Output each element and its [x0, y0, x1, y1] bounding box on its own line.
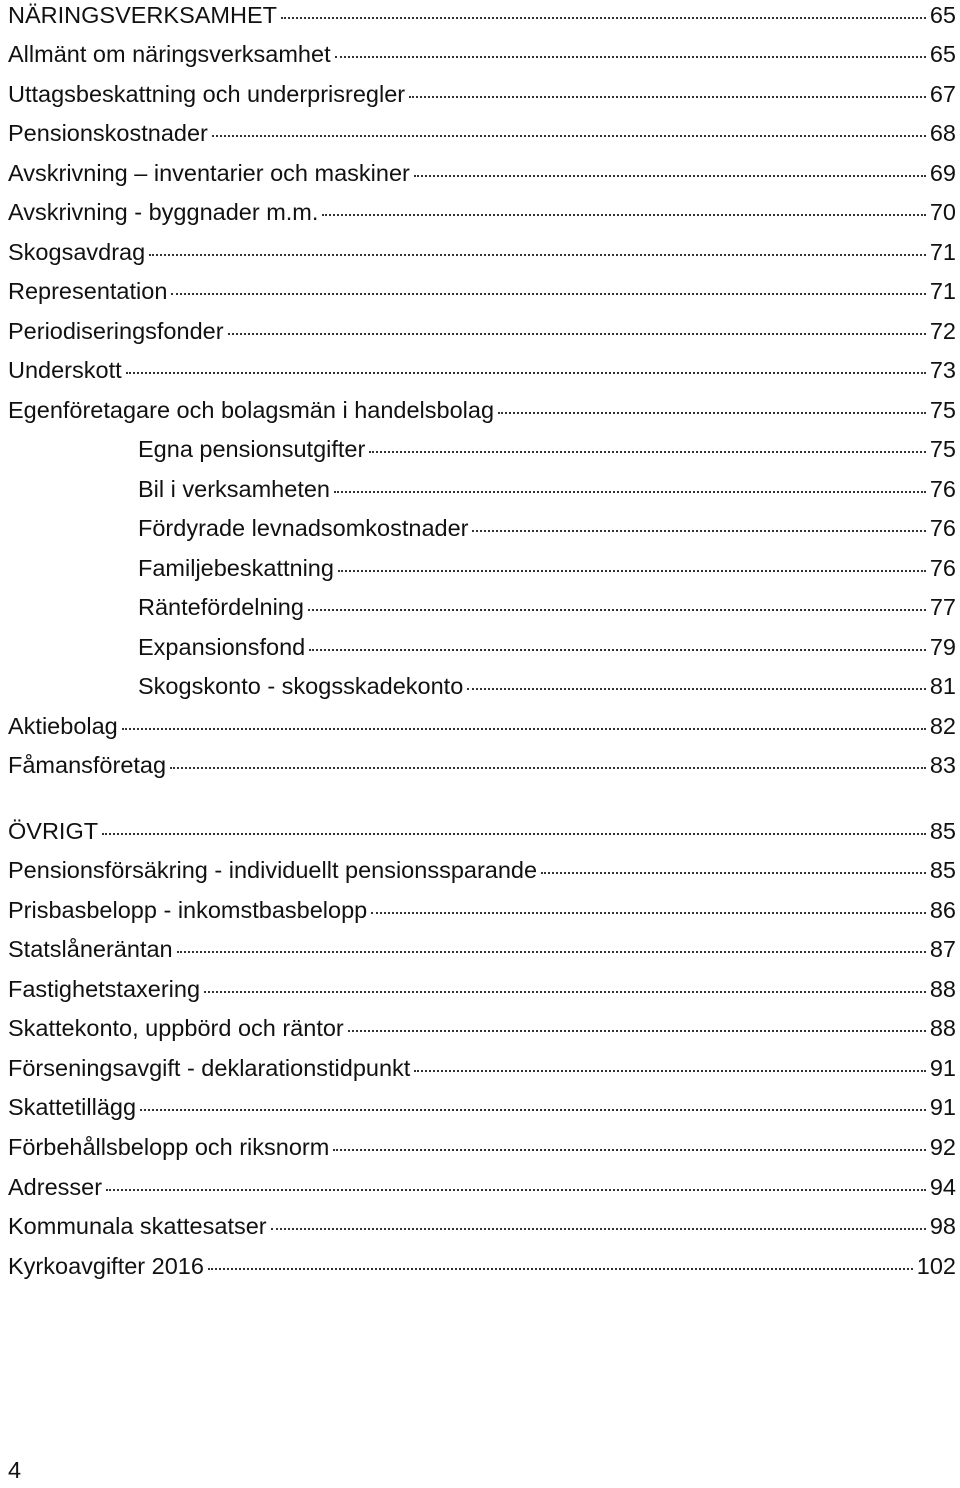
dot-leader [177, 951, 926, 953]
toc-entry-page: 82 [929, 713, 956, 739]
toc-entry-page: 91 [929, 1094, 956, 1120]
toc-entry-page: 70 [929, 199, 956, 225]
toc-entry-label: Skogsavdrag [8, 239, 146, 265]
toc-entry-label: Underskott [8, 357, 122, 383]
dot-leader [122, 728, 926, 730]
toc-entry-page: 85 [929, 857, 956, 883]
toc-entry[interactable] [8, 153, 956, 193]
toc-entry[interactable] [8, 890, 956, 930]
toc-entry-label: Adresser [8, 1174, 103, 1200]
dot-leader [348, 1030, 926, 1032]
toc-entry[interactable] [8, 1087, 956, 1127]
toc-entry-page: 86 [929, 897, 956, 923]
dot-leader [414, 1070, 926, 1072]
toc-entry-page: 76 [929, 555, 956, 581]
toc-entry-page: 72 [929, 318, 956, 344]
toc-entry-page: 71 [929, 278, 956, 304]
toc-entry-label: Fastighetstaxering [8, 976, 201, 1002]
dot-leader [334, 491, 926, 493]
dot-leader [170, 767, 926, 769]
dot-leader [149, 254, 926, 256]
dot-leader [140, 1109, 926, 1111]
toc-entry[interactable] [8, 311, 956, 351]
toc-entry-label: Uttagsbeskattning och underprisregler [8, 81, 406, 107]
dot-leader [102, 833, 926, 835]
toc-entry-label: ÖVRIGT [8, 818, 99, 844]
toc-subentry[interactable] [138, 508, 956, 548]
toc-entry[interactable] [8, 232, 956, 272]
dot-leader [106, 1189, 926, 1191]
toc-entry-page: 77 [929, 594, 956, 620]
toc-entry[interactable] [8, 74, 956, 114]
toc-entry[interactable] [8, 350, 956, 390]
toc-subentry[interactable] [138, 469, 956, 509]
toc-entry-page: 94 [929, 1174, 956, 1200]
dot-leader [338, 570, 926, 572]
dot-leader [281, 17, 926, 19]
dot-leader [204, 991, 926, 993]
toc-entry[interactable] [8, 745, 956, 785]
toc-subentry[interactable] [138, 548, 956, 588]
toc-subentry[interactable] [138, 666, 956, 706]
toc-entry-page: 73 [929, 357, 956, 383]
toc-entry[interactable] [8, 1127, 956, 1167]
toc-entry-label: Skogskonto - skogsskadekonto [138, 673, 464, 699]
toc-entry[interactable] [8, 113, 956, 153]
toc-entry-page: 68 [929, 120, 956, 146]
toc-entry[interactable] [8, 706, 956, 746]
toc-entry-label: NÄRINGSVERKSAMHET [8, 2, 277, 28]
dot-leader [467, 688, 926, 690]
toc-subentry[interactable] [138, 587, 956, 627]
toc-entry[interactable] [8, 0, 956, 35]
toc-entry-label: Pensionsförsäkring - individuellt pensionssparande [8, 857, 538, 883]
dot-leader [409, 96, 926, 98]
toc-entry-page: 88 [929, 976, 956, 1002]
toc-entry-label: Statslåneräntan [8, 936, 173, 962]
toc-entry-label: Förbehållsbelopp och riksnorm [8, 1134, 330, 1160]
toc-entry-label: Aktiebolag [8, 713, 118, 739]
toc-entry-label: Expansionsfond [138, 634, 306, 660]
dot-leader [414, 175, 926, 177]
dot-leader [126, 372, 926, 374]
toc-subentry[interactable] [138, 429, 956, 469]
toc-entry[interactable] [8, 192, 956, 232]
toc-entry-label: Allmänt om näringsverksamhet [8, 41, 331, 67]
toc-entry-label: Pensionskostnader [8, 120, 208, 146]
toc-entry[interactable] [8, 271, 956, 311]
toc-entry[interactable] [8, 390, 956, 430]
toc-entry-label: Kyrkoavgifter 2016 [8, 1253, 204, 1279]
dot-leader [171, 293, 925, 295]
toc-entry[interactable] [8, 1167, 956, 1207]
dot-leader [228, 333, 926, 335]
toc-entry-page: 102 [916, 1253, 956, 1279]
toc-entry-label: Kommunala skattesatser [8, 1213, 267, 1239]
toc-entry-label: Förseningsavgift - deklarationstidpunkt [8, 1055, 411, 1081]
toc-entry[interactable] [8, 929, 956, 969]
dot-leader [308, 609, 926, 611]
dot-leader [335, 56, 926, 58]
toc-entry-page: 75 [929, 397, 956, 423]
toc-entry-page: 76 [929, 476, 956, 502]
dot-leader [498, 412, 926, 414]
toc-entry-page: 98 [929, 1213, 956, 1239]
toc-entry-page: 92 [929, 1134, 956, 1160]
toc-entry[interactable] [8, 34, 956, 74]
toc-entry-page: 75 [929, 436, 956, 462]
toc-entry-page: 85 [929, 818, 956, 844]
toc-entry-page: 67 [929, 81, 956, 107]
toc-entry-label: Egna pensionsutgifter [138, 436, 366, 462]
toc-entry[interactable] [8, 1008, 956, 1048]
toc-entry-page: 87 [929, 936, 956, 962]
toc-entry[interactable] [8, 1246, 956, 1286]
toc-entry-label: Familjebeskattning [138, 555, 334, 581]
toc-entry-label: Bil i verksamheten [138, 476, 330, 502]
toc-entry-page: 91 [929, 1055, 956, 1081]
page-number: 4 [8, 1457, 22, 1483]
dot-leader [208, 1268, 913, 1270]
toc-entry-page: 76 [929, 515, 956, 541]
toc-entry-page: 65 [929, 2, 956, 28]
toc-entry[interactable] [8, 1206, 956, 1246]
toc-entry-label: Fåmansföretag [8, 752, 167, 778]
dot-leader [472, 530, 925, 532]
toc-entry[interactable] [8, 811, 956, 851]
toc-entry-label: Egenföretagare och bolagsmän i handelsbolag [8, 397, 495, 423]
toc-entry-label: Representation [8, 278, 168, 304]
dot-leader [369, 451, 926, 453]
toc-entry[interactable] [8, 969, 956, 1009]
toc-entry-label: Skattetillägg [8, 1094, 137, 1120]
dot-leader [212, 135, 926, 137]
toc-entry-page: 81 [929, 673, 956, 699]
dot-leader [309, 649, 926, 651]
toc-entry-page: 65 [929, 41, 956, 67]
toc-entry-page: 83 [929, 752, 956, 778]
toc-entry-label: Fördyrade levnadsomkostnader [138, 515, 469, 541]
toc-entry-page: 69 [929, 160, 956, 186]
toc-entry-label: Avskrivning – inventarier och maskiner [8, 160, 410, 186]
toc-entry-label: Räntefördelning [138, 594, 304, 620]
dot-leader [371, 912, 926, 914]
dot-leader [322, 214, 925, 216]
toc-entry[interactable] [8, 850, 956, 890]
toc-entry-page: 88 [929, 1015, 956, 1041]
dot-leader [333, 1149, 926, 1151]
toc-entry-label: Periodiseringsfonder [8, 318, 224, 344]
toc-entry-page: 79 [929, 634, 956, 660]
toc-entry-label: Prisbasbelopp - inkomstbasbelopp [8, 897, 368, 923]
toc-entry-label: Skattekonto, uppbörd och räntor [8, 1015, 344, 1041]
toc-entry[interactable] [8, 1048, 956, 1088]
toc-subentry[interactable] [138, 627, 956, 667]
toc-entry-page: 71 [929, 239, 956, 265]
toc-entry-label: Avskrivning - byggnader m.m. [8, 199, 319, 225]
dot-leader [541, 872, 926, 874]
dot-leader [271, 1228, 926, 1230]
